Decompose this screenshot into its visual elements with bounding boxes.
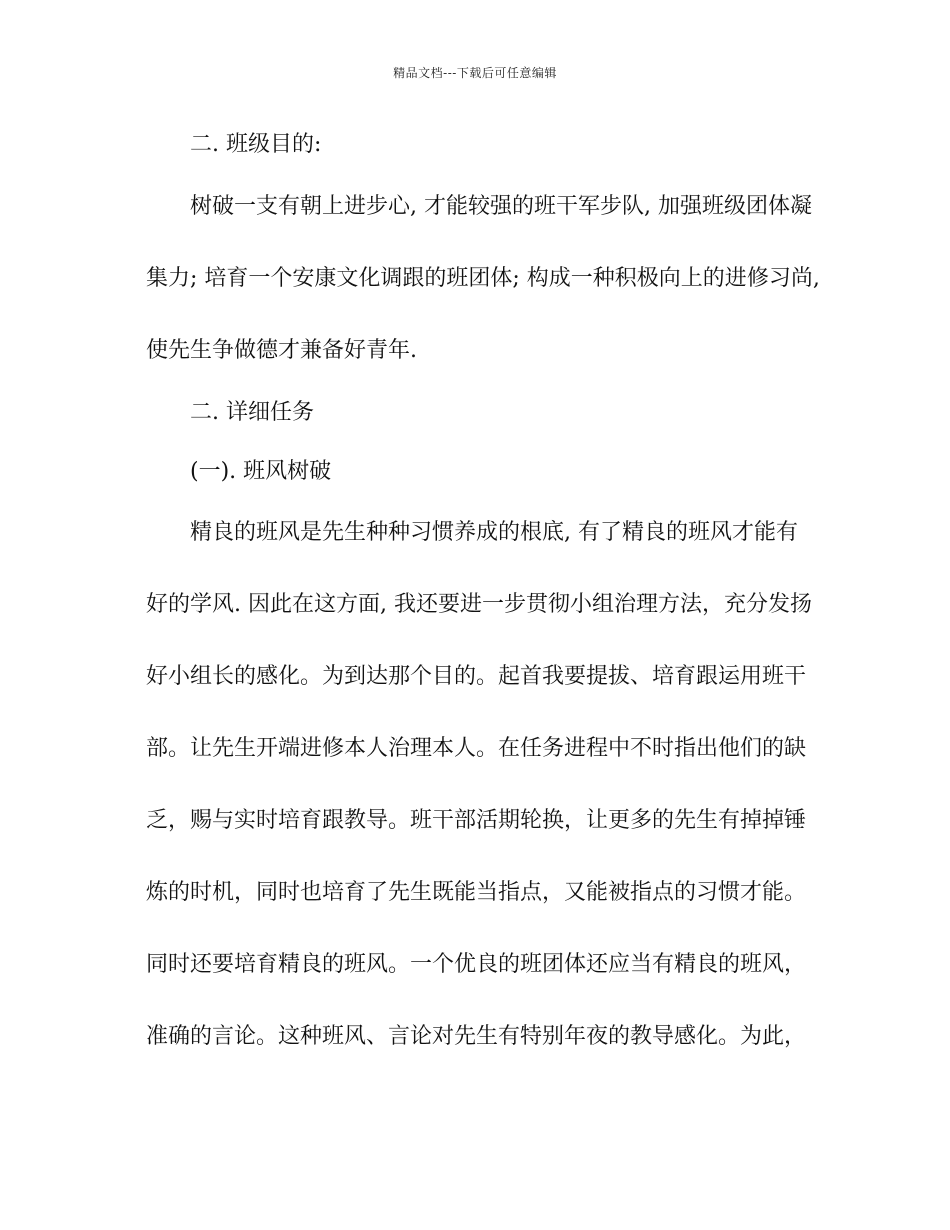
paragraph-line: 好的学风. 因此在这方面, 我还要进一步贯彻小组治理方法，充分发扬 [146,592,812,617]
page-header: 精品文档---下载后可任意编辑 [393,66,557,80]
subsection-heading-class-style: (一). 班风树破 [190,459,332,484]
paragraph-line: 好小组长的感化。为到达那个目的。起首我要提拔、培育跟运用班干 [146,664,807,689]
paragraph-line: 乏，赐与实时培育跟教导。班干部活期轮换，让更多的先生有掉掉锤 [146,808,807,833]
paragraph-line: 部。让先生开端进修本人治理本人。在任务进程中不时指出他们的缺 [146,736,807,761]
paragraph-line: 精良的班风是先生种种习惯养成的根底, 有了精良的班风才能有 [190,520,798,545]
paragraph-line: 使先生争做德才兼备好青年. [146,338,417,363]
paragraph-line: 炼的时机，同时也培育了先生既能当指点，又能被指点的习惯才能。 [146,880,807,905]
section-heading-class-goal: 二. 班级目的: [190,132,322,157]
paragraph-line: 集力; 培育一个安康文化调跟的班团体; 构成一种积极向上的进修习尚, [146,266,820,291]
paragraph-line: 准确的言论。这种班风、言论对先生有特别年夜的教导感化。为此， [146,1024,807,1049]
section-heading-tasks: 二. 详细任务 [190,400,314,425]
paragraph-line: 同时还要培育精良的班风。一个优良的班团体还应当有精良的班风， [146,952,807,977]
paragraph-line: 树破一支有朝上进步心, 才能较强的班干军步队, 加强班级团体凝 [190,194,812,219]
